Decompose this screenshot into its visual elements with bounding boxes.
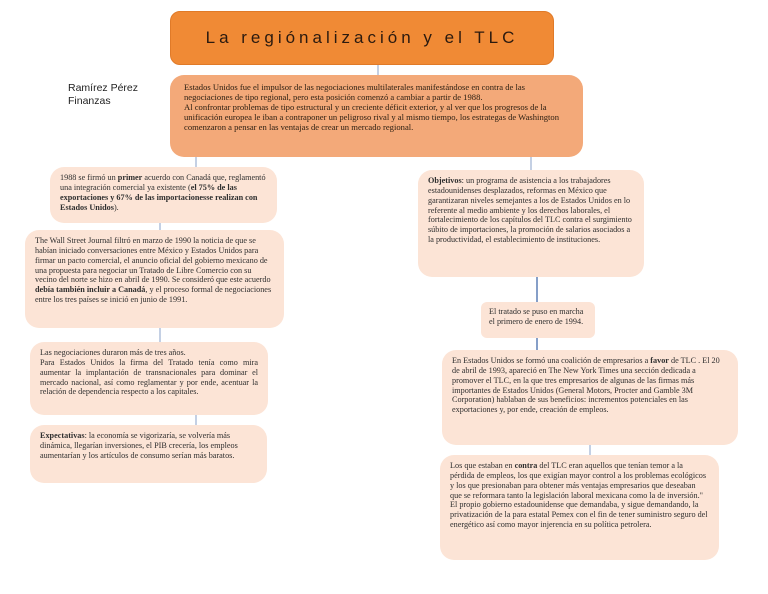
node-against xyxy=(440,455,719,560)
b1-strong-1: primer xyxy=(117,173,143,182)
r3-text-a: En Estados Unidos se formó una coalición de empresarios a xyxy=(452,356,651,365)
node-wsj-news xyxy=(25,230,284,328)
b3-paragraph-2: Para Estados Unidos la firma del Tratado tenía como mira aumentar la implantación de transnacionales para dominar el mercado nacional, así como reglamentar y por ende, acentuar la relación de dependencia respecto a los capitales. xyxy=(40,357,258,397)
b4-strong: Expectativas xyxy=(40,431,85,440)
b1-text-c: ). xyxy=(113,202,119,212)
r1-strong: Objetivos xyxy=(428,176,462,185)
node-expectations xyxy=(30,425,267,483)
b1-text-a: 1988 se firmó un xyxy=(60,173,118,182)
node-in-favor xyxy=(442,350,738,445)
node-objectives xyxy=(418,170,644,277)
r4-text-b: del TLC eran aquellos que tenían temor a la pérdida de empleos, los que exigían mayor control a los problemas ecológicos y los que presionaban para obtener más ventajas empresarios que deseaban que se reformara tanto la legislación laboral mexicana como la de inversión." El propio gobierno estadounidense que demandaba, y sigue demandando, la privatización de la para estatal Pemex con el fin de tener suministro seguro del energético así como mayor injerencia en su política petrolera. xyxy=(450,461,708,530)
r3-strong: favor xyxy=(650,356,669,365)
b2-text-b: , y el proceso formal de negociaciones entre los tres países se inició en junio de 1991. xyxy=(35,285,272,305)
r4-strong: contra xyxy=(514,461,538,470)
r4-text-a: Los que estaban en xyxy=(450,461,515,470)
node-start-date xyxy=(481,302,595,338)
b2-text-a: The Wall Street Journal filtró en marzo de 1990 la noticia de que se habían iniciado conversaciones entre México y Estados Unidos para firmar un pacto comercial, el anuncio oficial del gobierno mexicano de una propuesta para negociar un Tratado de Libre Comercio con su vecino del norte se hizo en abril de 1990. Se consideró que este acuerdo xyxy=(35,236,271,285)
intro-paragraph-1: Estados Unidos fue el impulsor de las negociaciones multilaterales manifestándose en contra de las negociaciones de tipo regional, pero esta posición comenzó a cambiar a partir de 1988. xyxy=(184,82,526,102)
b4-text: : la economía se vigorizaría, se volvería más dinámica, llegarían inversiones, el PIB crecería, los empleos aumentarían y los artículos de consumo serían más baratos. xyxy=(40,431,238,460)
b3-paragraph-1: Las negociaciones duraron más de tres años. xyxy=(40,348,186,357)
b1-strong-2: el 75% de las exportaciones y 67% de las importacionesse realizan con Estados Unidos xyxy=(60,182,258,212)
r2-text: El tratado se puso en marcha el primero de enero de 1994. xyxy=(489,307,584,326)
r3-text-b: de TLC . El 20 de abril de 1993, apareció en The New York Times una sección dedicada a promover el TLC, en la que tres empresarios de algunas de las firmas más importantes de Estados Unidos (General Motors, Procter and Gamble 3M Corporation) hablaban de sus beneficios: incrementos potenciales en las exportaciones y, por ende, creación de empleos. xyxy=(452,356,720,415)
node-first-agreement xyxy=(50,167,277,223)
b1-text-b: acuerdo con Canadá que, reglamentó una integración comercial ya existente ( xyxy=(60,173,266,192)
author-block xyxy=(68,82,138,108)
b2-strong: debía también incluir a Canadá xyxy=(35,285,146,295)
r1-text: : un programa de asistencia a los trabajadores estadounidenses desplazados, reformas en México que garantizaran niveles semejantes a los de Estados Unidos en lo referente al medio ambiente y los derechos laborales, el fortalecimiento de los capítulos del TLC contra el surgimiento súbito de importaciones, la promoción de salarios asociados a la productividad, el establecimiento de instituciones. xyxy=(428,176,632,245)
author-subject: Finanzas xyxy=(68,95,111,108)
intro-node xyxy=(170,75,583,157)
intro-paragraph-2: Al confrontar problemas de tipo estructural y un creciente déficit exterior, y al ver que los progresos de la unificación europea le iban a contraponer un peligroso rival y al mismo tiempo, los estrategas de Washington comenzaron a pensar en las ventajas de crear un mercado regional. xyxy=(184,101,560,132)
diagram-title xyxy=(170,11,554,65)
author-name: Ramírez Pérez xyxy=(68,82,139,94)
node-negotiations xyxy=(30,342,268,415)
title-text: La regiónalización y el TLC xyxy=(205,28,519,47)
